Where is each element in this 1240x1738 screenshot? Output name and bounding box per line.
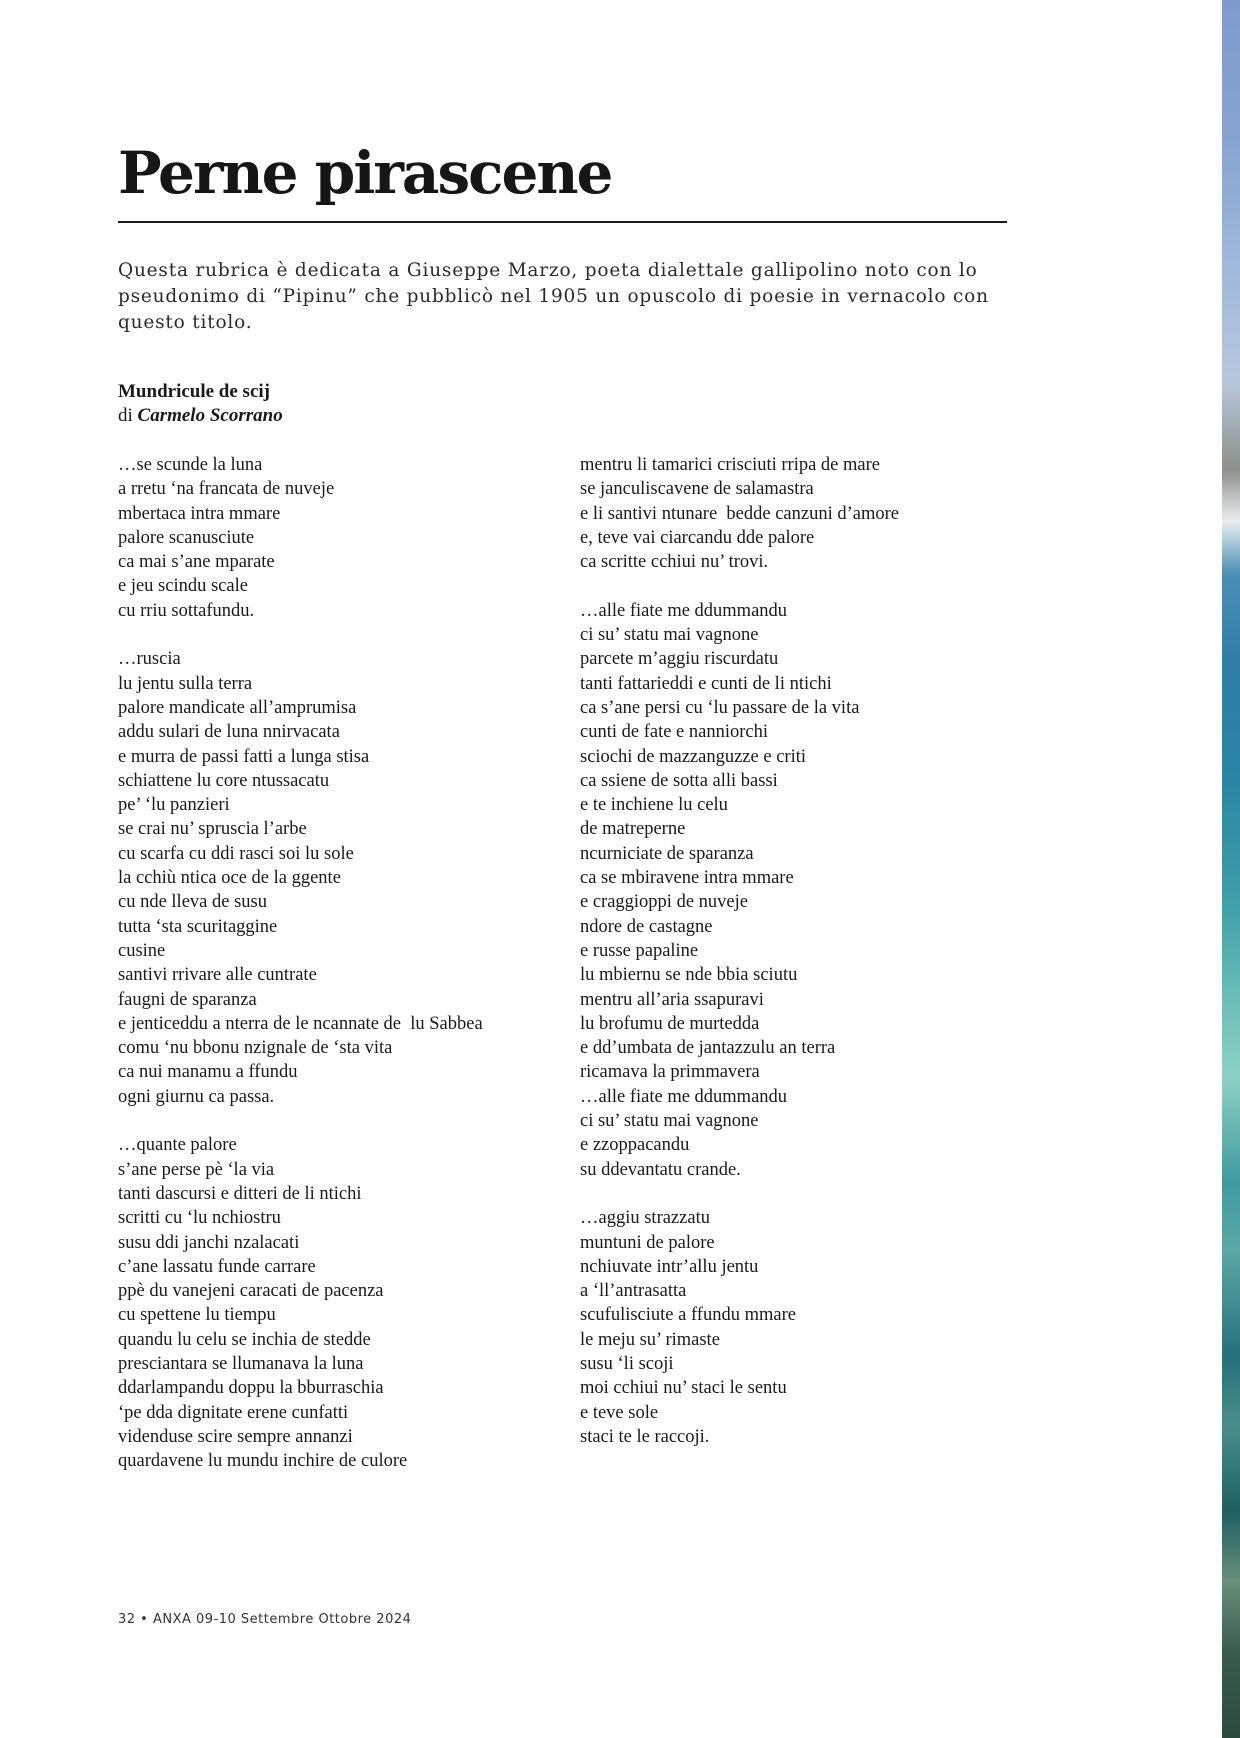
poem-line: scufulisciute a ffundu mmare (580, 1305, 796, 1326)
poem-line: presciantara se llumanava la luna (118, 1353, 364, 1374)
poem-line: …alle fiate me ddummandu (580, 1086, 788, 1107)
poem-line: …alle fiate me ddummandu (580, 600, 788, 621)
poem-title: Mundricule de scij (118, 381, 270, 402)
poem-line: faugni de sparanza (118, 989, 257, 1010)
poem-stanza (118, 1133, 558, 1473)
poem-line: e russe papaline (580, 940, 699, 961)
poem-stanza (118, 647, 558, 1109)
poem-line: c’ane lassatu funde carrare (118, 1256, 316, 1277)
poem-stanza (580, 599, 1020, 1182)
poem-line: lu jentu sulla terra (118, 673, 253, 694)
poem-line: nchiuvate intr’allu jentu (580, 1256, 759, 1277)
poem-line: schiattene lu core ntussacatu (118, 770, 330, 791)
poem-line: le meju su’ rimaste (580, 1329, 720, 1350)
poem-line: tutta ‘sta scuritaggine (118, 916, 278, 937)
poem-line: e, teve vai ciarcandu dde palore (580, 527, 815, 548)
poem-header (118, 380, 283, 428)
edge-photo-strip (1222, 0, 1240, 1738)
poem-line: quardavene lu mundu inchire de culore (118, 1451, 408, 1472)
poem-line: ogni giurnu ca passa. (118, 1086, 275, 1107)
poem-line: addu sulari de luna nnirvacata (118, 722, 340, 743)
poem-line: muntuni de palore (580, 1232, 715, 1253)
poem-line: ricamava la primmavera (580, 1062, 760, 1083)
poem-line: …se scunde la luna (118, 455, 263, 475)
poem-line: santivi rrivare alle cuntrate (118, 965, 317, 986)
intro-paragraph: Questa rubrica è dedicata a Giuseppe Marzo, poeta dialettale gallipolino noto con lo pseudonimo di “Pipinu” che pubblicò nel 1905 un opuscolo di poesie in vernacolo con questo titolo. (118, 260, 989, 333)
poem-line: cu scarfa cu ddi rasci soi lu sole (118, 843, 354, 864)
poem-line: tanti fattarieddi e cunti de li ntichi (580, 673, 832, 694)
page-title: Perne pirascene (118, 139, 612, 207)
poem-line: scritti cu ‘lu nchiostru (118, 1208, 281, 1229)
poem-line: ppè du vanejeni caracati de pacenza (118, 1281, 384, 1302)
poem-line: videnduse scire sempre annanzi (118, 1426, 353, 1447)
poem-author: Carmelo Scorrano (137, 405, 283, 426)
poem-line: e jenticeddu a nterra de le ncannate de lu Sabbea (118, 1013, 483, 1034)
poem-line: tanti dascursi e ditteri de li ntichi (118, 1183, 362, 1204)
poem-line: cu nde lleva de susu (118, 892, 267, 913)
poem-line: se crai nu’ spruscia l’arbe (118, 819, 307, 840)
poem-line: ncurniciate de sparanza (580, 843, 754, 864)
title-divider (118, 221, 1007, 223)
poem-line: su ddevantatu crande. (580, 1159, 741, 1180)
poem-line: e craggioppi de nuveje (580, 892, 748, 913)
poem-line: se janculiscavene de salamastra (580, 479, 814, 500)
poem-line: ddarlampandu doppu la bburraschia (118, 1378, 384, 1399)
poem-line: de matreperne (580, 819, 686, 840)
poem-line: ‘pe dda dignitate erene cunfatti (118, 1402, 349, 1423)
poem-line: susu ‘li scoji (580, 1353, 674, 1374)
poem-line: staci te le raccoji. (580, 1426, 710, 1447)
byline-prefix: di (118, 405, 133, 426)
poem-line: …quante palore (118, 1135, 237, 1156)
poem-line: palore mandicate all’amprumisa (118, 697, 357, 718)
poem-line: lu mbiernu se nde bbia sciutu (580, 965, 798, 986)
poem-line: e li santivi ntunare bedde canzuni d’amore (580, 503, 899, 524)
poem-line: ndore de castagne (580, 916, 713, 937)
poem-line: ci su’ statu mai vagnone (580, 1111, 759, 1132)
poem-line: ca se mbiravene intra mmare (580, 868, 794, 889)
poem-line: susu ddi janchi nzalacati (118, 1232, 300, 1253)
poem-stanza (118, 453, 558, 623)
poem-line: cu rriu sottafundu. (118, 600, 255, 621)
poem-line: mentru li tamarici crisciuti rripa de mare (580, 455, 880, 475)
poem-stanza (580, 453, 1020, 574)
poem-column-right (580, 453, 1020, 1473)
poem-line: e dd’umbata de jantazzulu an terra (580, 1038, 836, 1059)
poem-line: ca mai s’ane mparate (118, 552, 275, 573)
poem-column-left (118, 453, 558, 1498)
poem-line: e murra de passi fatti a lunga stisa (118, 746, 370, 767)
poem-line: palore scanusciute (118, 527, 255, 548)
poem-line: cunti de fate e nanniorchi (580, 722, 768, 743)
poem-line: a ‘ll’antrasatta (580, 1281, 687, 1302)
poem-line: …ruscia (118, 649, 181, 670)
poem-line: ca ssiene de sotta alli bassi (580, 770, 778, 791)
poem-line: e jeu scindu scale (118, 576, 248, 597)
poem-line: pe’ ‘lu panzieri (118, 795, 230, 816)
poem-byline (118, 404, 283, 428)
poem-line: ca s’ane persi cu ‘lu passare de la vita (580, 697, 860, 718)
poem-line: lu brofumu de murtedda (580, 1013, 760, 1034)
poem-line: cu spettene lu tiempu (118, 1305, 276, 1326)
poem-line: parcete m’aggiu riscurdatu (580, 649, 779, 670)
poem-line: …aggiu strazzatu (580, 1208, 710, 1229)
page-footer: 32 • ANXA 09-10 Settembre Ottobre 2024 (118, 1612, 412, 1627)
poem-line: comu ‘nu bbonu nzignale de ‘sta vita (118, 1038, 393, 1059)
poem-line: e zzoppacandu (580, 1135, 690, 1156)
poem-line: sciochi de mazzanguzze e criti (580, 746, 806, 767)
poem-line: e teve sole (580, 1402, 659, 1423)
poem-line: ca scritte cchiui nu’ trovi. (580, 552, 769, 573)
poem-line: quandu lu celu se inchia de stedde (118, 1329, 371, 1350)
poem-line: s’ane perse pè ‘la via (118, 1159, 275, 1180)
poem-line: mbertaca intra mmare (118, 503, 281, 524)
poem-line: moi cchiui nu’ staci le sentu (580, 1378, 787, 1399)
poem-line: cusine (118, 940, 166, 961)
poem-line: la cchiù ntica oce de la ggente (118, 868, 341, 889)
poem-line: a rretu ‘na francata de nuveje (118, 479, 335, 500)
poem-stanza (580, 1206, 1020, 1449)
poem-line: e te inchiene lu celu (580, 795, 728, 816)
poem-line: ci su’ statu mai vagnone (580, 625, 759, 646)
poem-line: ca nui manamu a ffundu (118, 1062, 298, 1083)
poem-line: mentru all’aria ssapuravi (580, 989, 764, 1010)
